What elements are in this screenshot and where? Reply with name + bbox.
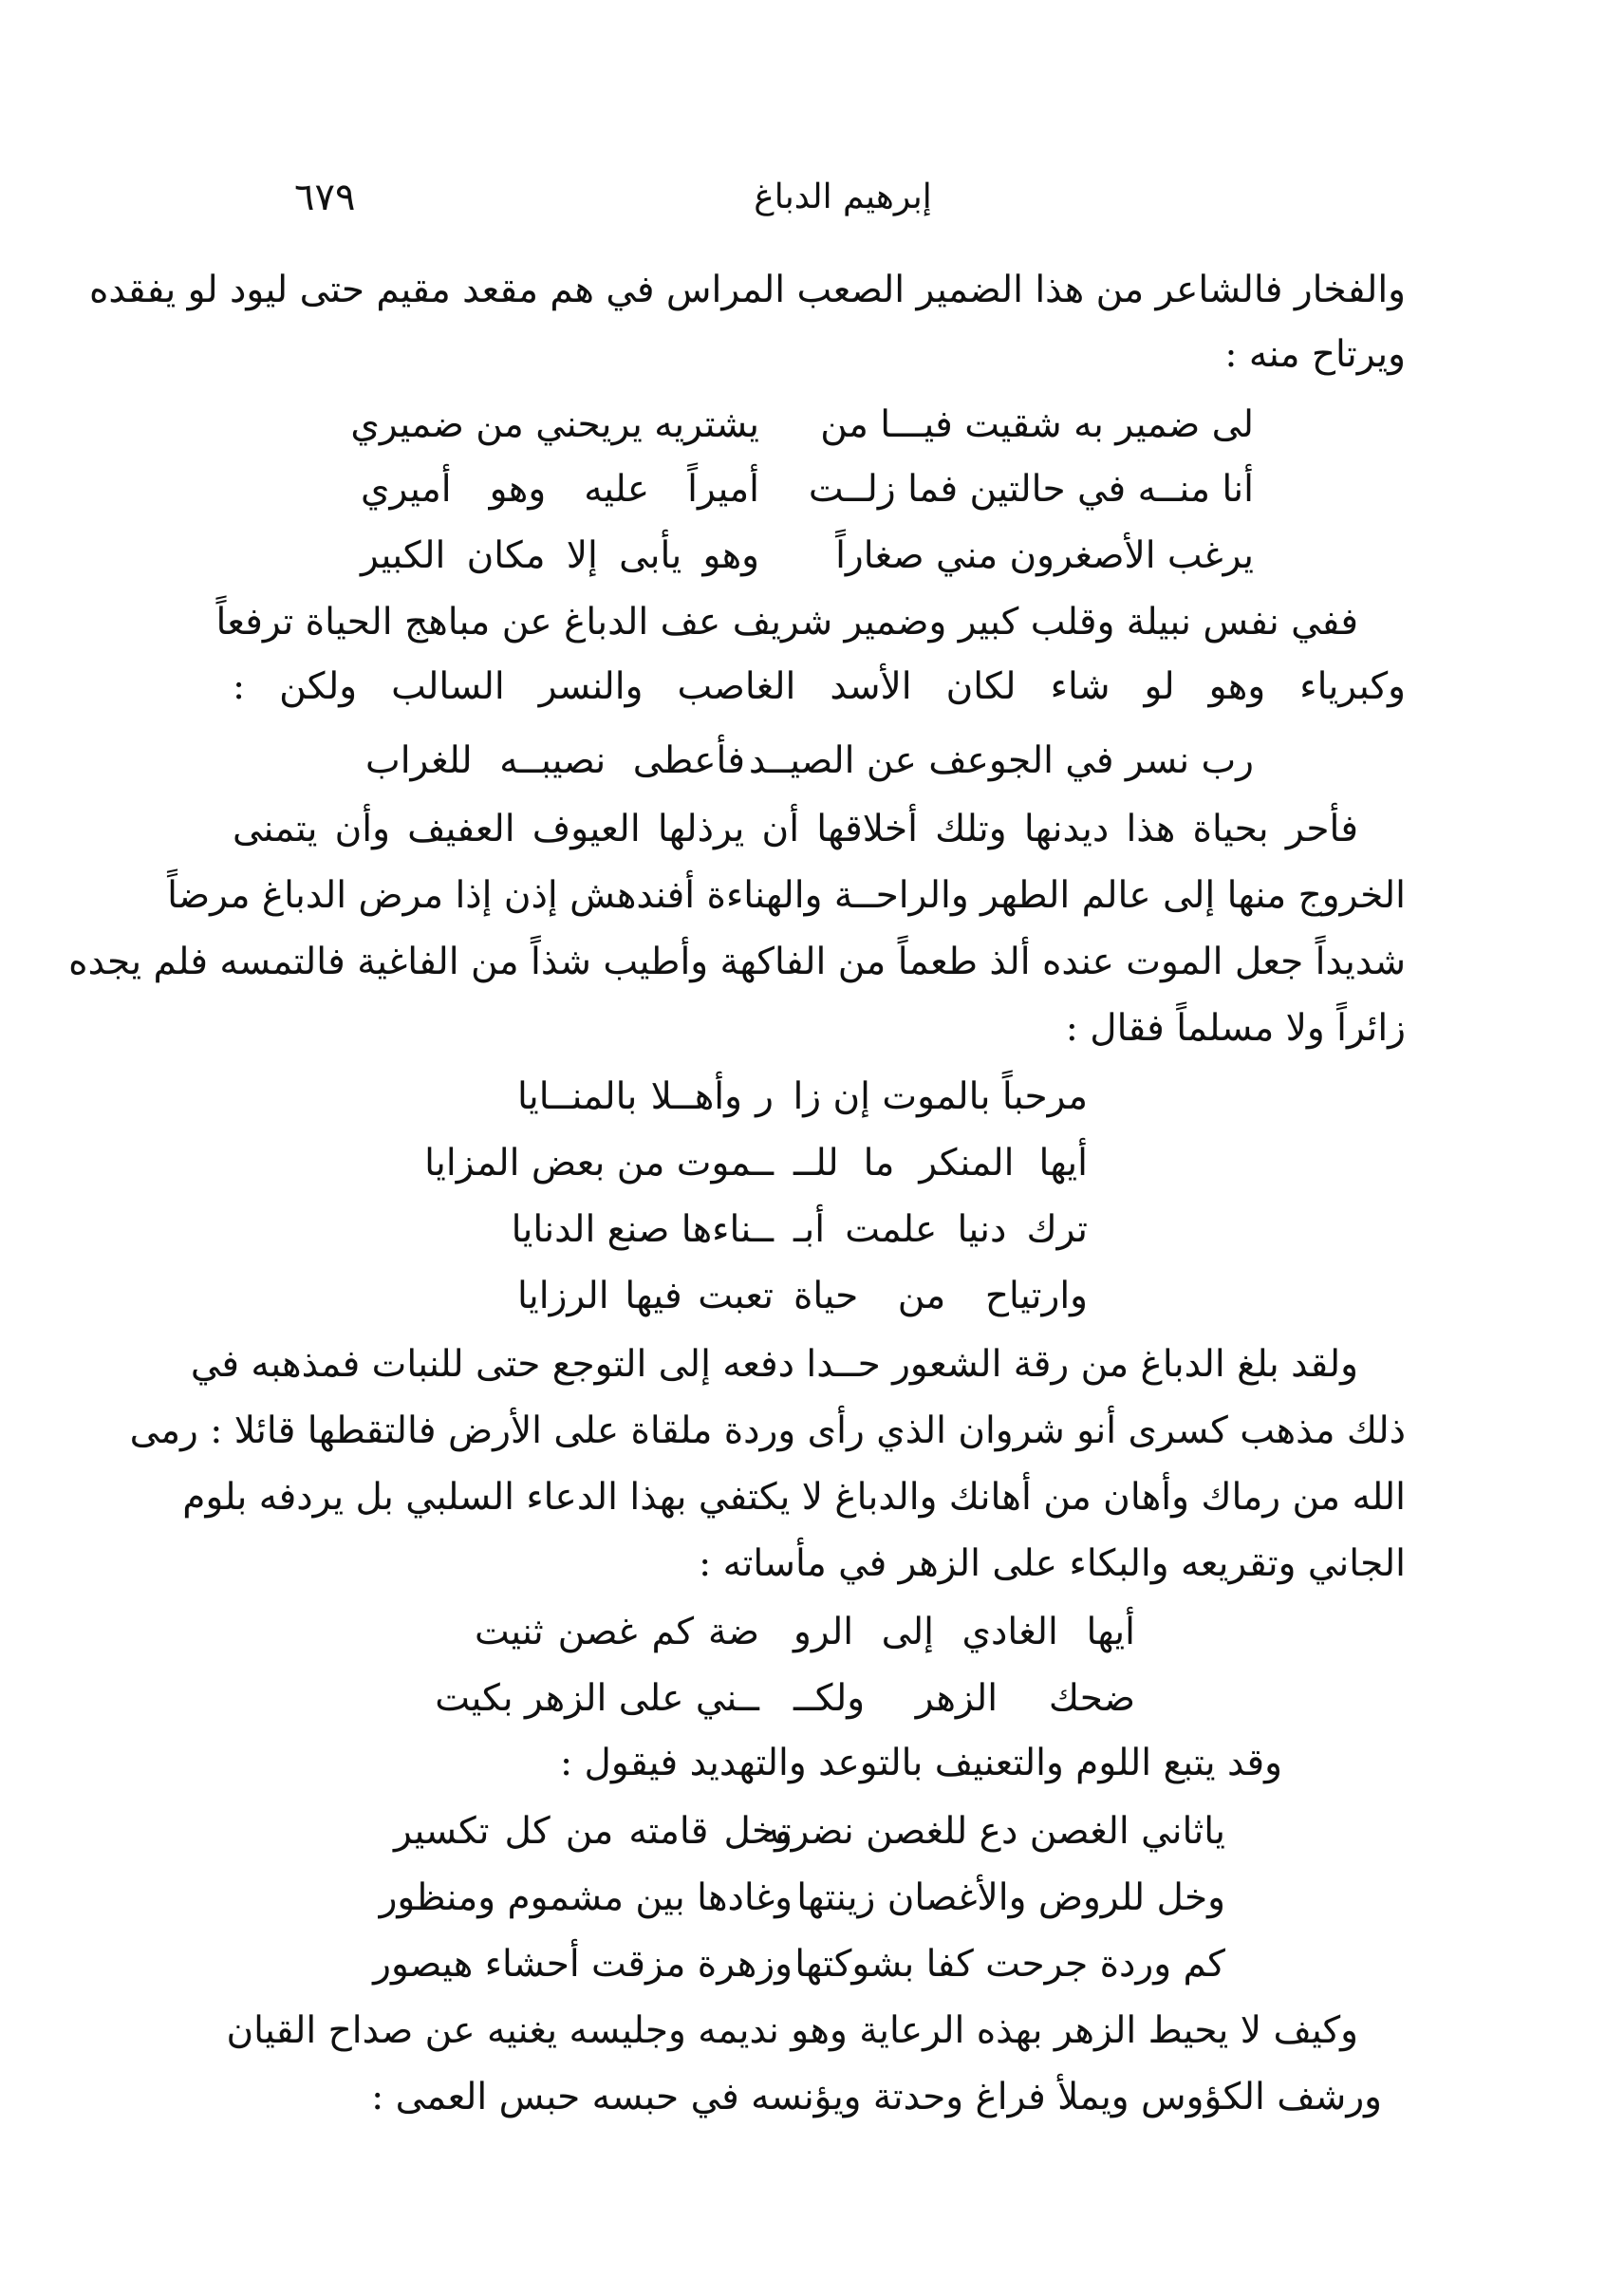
verse-hemistich-left: وغادها بين مشموم ومنظور xyxy=(379,1876,793,1919)
prose-line: ففي نفس نبيلة وقلب كبير وضمير شريف عف الدباغ عن مباهج الحياة ترفعاً xyxy=(215,601,1358,644)
verse-hemistich-left: يشتريه يريحني من ضميري xyxy=(350,403,759,446)
verse-hemistich-right: لى ضمير به شقيت فيـــا من xyxy=(820,403,1254,446)
verse-hemistich-left: أميراً عليه وهو أميري xyxy=(361,468,759,511)
prose-line: وقد يتبع اللوم والتعنيف بالتوعد والتهديد فيقول : xyxy=(560,1742,1282,1784)
verse-line xyxy=(475,1604,1135,1661)
prose-line: فأحر بحياة هذا ديدنها وتلك أخلاقها أن يرذلها العيوف العفيف وأن يتمنى xyxy=(233,808,1358,850)
prose-line: ورشف الكؤوس ويملأ فراغ وحدتة ويؤنسه في حبسه حبس العمى : xyxy=(371,2076,1382,2118)
verse-hemistich-left: وزهرة مزقت أحشاء هيصور xyxy=(373,1943,793,1986)
verse-line xyxy=(373,1936,1225,1993)
verse-hemistich-left: ــني على الزهر بكيت xyxy=(435,1677,759,1720)
prose-line: ذلك مذهب كسرى أنو شروان الذي رأى وردة ملقاة على الأرض فالتقطها قائلا : رمى xyxy=(129,1409,1406,1452)
page-number: ٦٧٩ xyxy=(294,176,356,219)
verse-hemistich-left: تعبت فيها الرزايا xyxy=(517,1275,774,1317)
verse-line xyxy=(365,733,1254,790)
verse-hemistich-left: ر وأهــلا بالمنــايا xyxy=(517,1075,774,1118)
verse-hemistich-right: أيها المنكر ما للــ xyxy=(793,1142,1088,1185)
verse-hemistich-right: ترك دنيا علمت أبـ xyxy=(793,1208,1088,1251)
verse-line xyxy=(517,1069,1088,1126)
running-title: إبرهيم الدباغ xyxy=(754,177,932,216)
verse-hemistich-left: ــناءها صنع الدنايا xyxy=(511,1208,774,1251)
verse-hemistich-left: وهو يأبى إلا مكان الكبير xyxy=(361,534,759,577)
verse-hemistich-right: وخل للروض والأغصان زينتها xyxy=(796,1876,1225,1919)
verse-line xyxy=(435,1670,1135,1727)
prose-line: ويرتاح منه : xyxy=(1224,333,1406,376)
prose-line: الخروج منها إلى عالم الطهر والراحــة والهناءة أفندهش إذن إذا مرض الدباغ مرضاً xyxy=(167,874,1406,917)
verse-hemistich-right: ياثاني الغصن دع للغصن نضرته xyxy=(760,1810,1225,1853)
verse-hemistich-right: يرغب الأصغرون مني صغاراً xyxy=(835,534,1254,577)
verse-hemistich-left: ــموت من بعض المزايا xyxy=(424,1142,774,1185)
verse-line xyxy=(379,1870,1225,1927)
verse-hemistich-right: أنا منــه في حالتين فما زلــت xyxy=(808,468,1254,511)
prose-line: والفخار فالشاعر من هذا الضمير الصعب المراس في هم مقعد مقيم حتى ليود لو يفقده xyxy=(88,269,1406,311)
verse-hemistich-right: كم وردة جرحت كفا بشوكتها xyxy=(794,1943,1225,1986)
verse-hemistich-left: ضة كم غصن ثنيت xyxy=(475,1611,759,1653)
verse-line xyxy=(394,1803,1225,1860)
prose-line: زائراً ولا مسلماً فقال : xyxy=(1065,1007,1406,1050)
prose-line: شديداً جعل الموت عنده ألذ طعماً من الفاكهة وأطيب شذاً من الفاغية فالتمسه فلم يجده xyxy=(68,941,1406,983)
verse-hemistich-left: وخل قامته من كل تكسير xyxy=(394,1810,793,1853)
verse-hemistich-right: أيها الغادي إلى الرو xyxy=(793,1611,1135,1653)
prose-line: وكيف لا يحيط الزهر بهذه الرعاية وهو نديمه وجليسه يغنيه عن صداح القيان xyxy=(226,2009,1358,2052)
prose-line: ولقد بلغ الدباغ من رقة الشعور حــدا دفعه إلى التوجع حتى للنبات فمذهبه في xyxy=(190,1343,1358,1386)
verse-hemistich-left: فأعطى نصيبــه للغراب xyxy=(365,739,745,782)
prose-line: الله من رماك وأهان من أهانك والدباغ لا يكتفي بهذا الدعاء السلبي بل يردفه بلوم xyxy=(182,1476,1406,1519)
verse-hemistich-right: رب نسر في الجوعف عن الصيــد xyxy=(748,739,1254,782)
page-header xyxy=(275,169,1410,226)
verse-line xyxy=(361,461,1254,518)
prose-line: وكبرياء وهو لو شاء لكان الأسد الغاصب والنسر السالب ولكن : xyxy=(233,665,1406,708)
verse-line xyxy=(361,528,1254,585)
prose-line: الجاني وتقريعه والبكاء على الزهر في مأساته : xyxy=(699,1542,1406,1585)
verse-line xyxy=(511,1202,1088,1259)
verse-line xyxy=(350,397,1254,454)
verse-line xyxy=(517,1268,1088,1325)
verse-hemistich-right: ضحك الزهر ولكــ xyxy=(793,1677,1135,1720)
verse-line xyxy=(424,1135,1088,1192)
verse-hemistich-right: مرحباً بالموت إن زا xyxy=(793,1075,1088,1118)
verse-hemistich-right: وارتياح من حياة xyxy=(793,1275,1088,1317)
